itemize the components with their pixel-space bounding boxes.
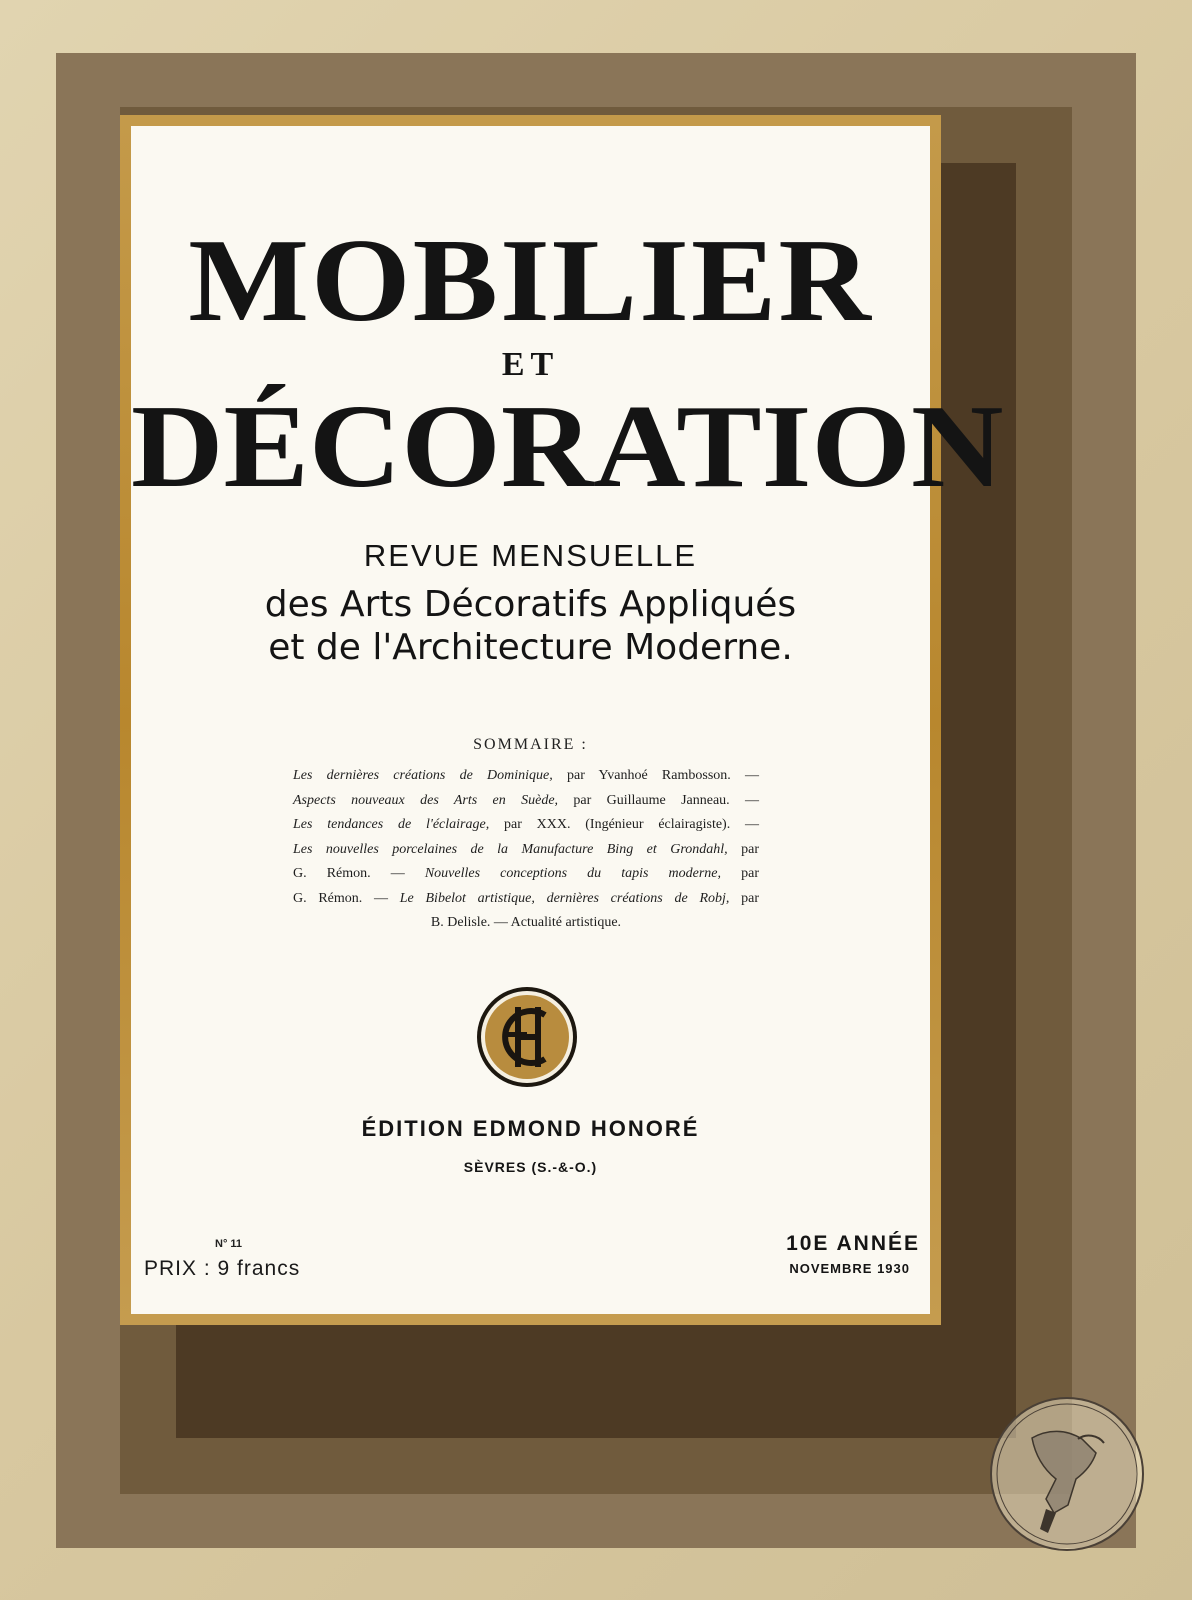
title-mobilier: MOBILIER — [188, 214, 873, 347]
title-decoration: DÉCORATION — [131, 380, 1004, 513]
sommaire-line: G. Rémon. — Nouvelles conceptions du tapis moderne, par — [293, 866, 759, 881]
cover-page — [131, 126, 1004, 1314]
subtitle-architecture: et de l'Architecture Moderne. — [268, 627, 793, 668]
sommaire-line: B. Delisle. — Actualité artistique. — [430, 915, 622, 930]
subtitle-arts: des Arts Décoratifs Appliqués — [264, 584, 797, 625]
issue-year: 10E ANNÉE — [786, 1232, 920, 1255]
sommaire-list — [293, 764, 759, 936]
library-stamp-icon — [986, 1393, 1148, 1555]
issue-price: PRIX : 9 francs — [144, 1257, 301, 1280]
issue-number: N° 11 — [215, 1238, 243, 1250]
subtitle-revue: REVUE MENSUELLE — [363, 538, 698, 573]
sommaire-heading: SOMMAIRE : — [473, 736, 588, 753]
sommaire-line: Les nouvelles porcelaines de la Manufacture Bing et Grondahl, par — [293, 841, 759, 857]
title-et: ET — [501, 346, 560, 383]
gold-frame — [120, 115, 1004, 1325]
publisher-monogram-icon — [475, 985, 579, 1089]
publisher-edition: ÉDITION EDMOND HONORÉ — [361, 1116, 700, 1141]
sommaire-line: Les dernières créations de Dominique, par Yvanhoé Rambosson. — — [293, 768, 759, 783]
sommaire-line: G. Rémon. — Le Bibelot artistique, dernières créations de Robj, par — [293, 890, 759, 906]
sommaire-line: Les tendances de l'éclairage, par XXX. (Ingénieur éclairagiste). — — [293, 817, 759, 832]
issue-date: NOVEMBRE 1930 — [789, 1261, 910, 1276]
publisher-city: SÈVRES (S.-&-O.) — [463, 1159, 598, 1175]
sommaire-line: Aspects nouveaux des Arts en Suède, par Guillaume Janneau. — — [293, 792, 760, 808]
